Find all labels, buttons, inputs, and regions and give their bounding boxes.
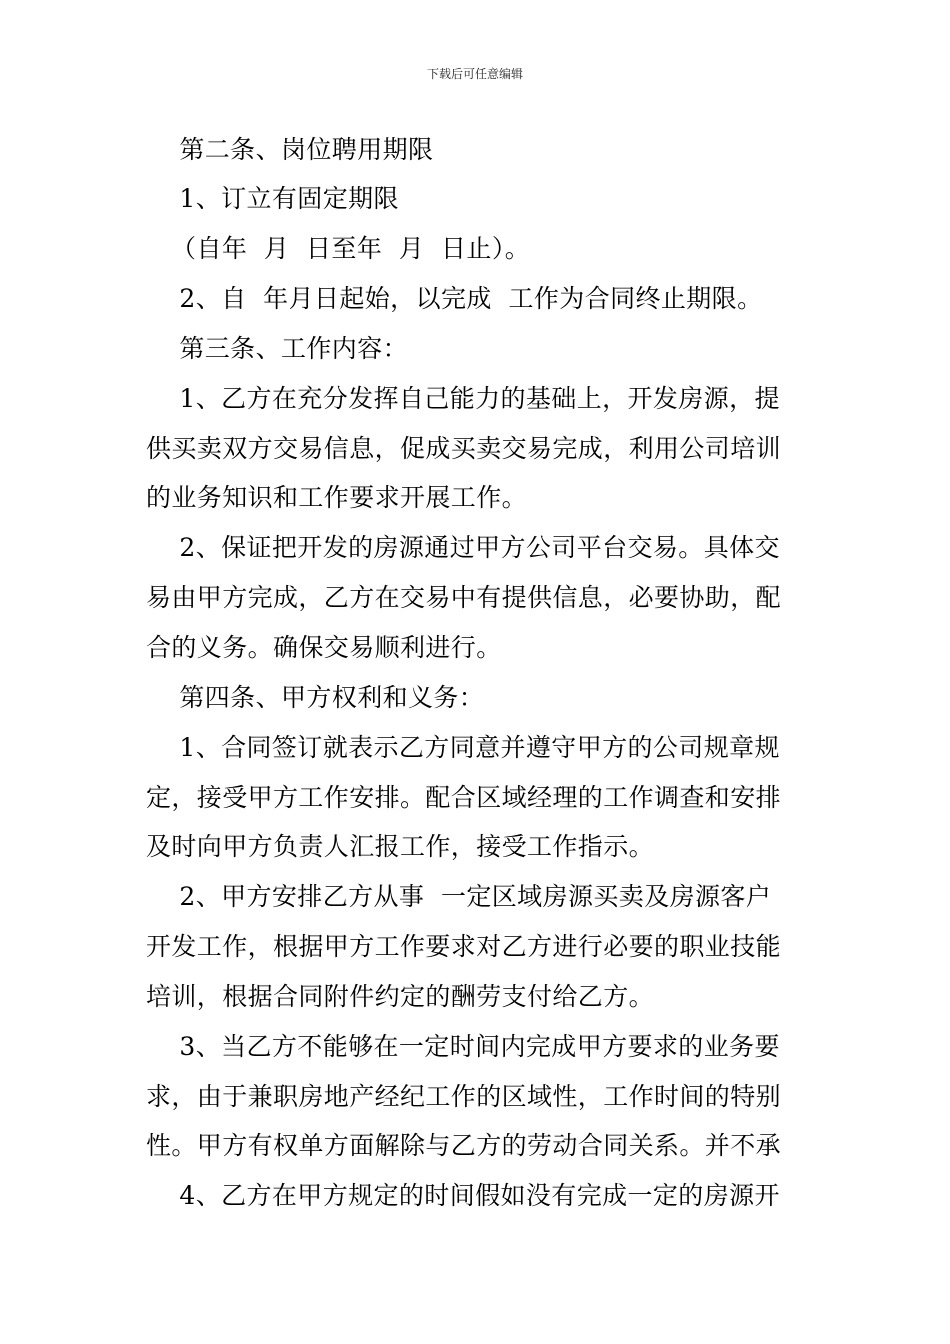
text-line: 2、保证把开发的房源通过甲方公司平台交易。具体交 [146, 533, 780, 562]
text-line: 3、当乙方不能够在一定时间内完成甲方要求的业务要 [146, 1032, 780, 1061]
text-line: 2、自 年月日起始，以完成 工作为合同终止期限。 [146, 284, 763, 313]
text-line: 1、乙方在充分发挥自己能力的基础上，开发房源，提 [146, 384, 780, 413]
text-line: 易由甲方完成，乙方在交易中有提供信息，必要协助，配 [146, 583, 782, 612]
text-line: 的业务知识和工作要求开展工作。 [146, 483, 528, 512]
text-line: 及时向甲方负责人汇报工作，接受工作指示。 [146, 832, 655, 861]
text-line: 开发工作，根据甲方工作要求对乙方进行必要的职业技能 [146, 932, 782, 961]
text-line: 合的义务。确保交易顺利进行。 [146, 633, 502, 662]
text-line: 第二条、岗位聘用期限 [146, 135, 434, 164]
text-line: 1、订立有固定期限 [146, 184, 399, 213]
text-line: 性。甲方有权单方面解除与乙方的劳动合同关系。并不承 [146, 1131, 782, 1160]
text-line: 供买卖双方交易信息，促成买卖交易完成，利用公司培训 [146, 434, 782, 463]
text-line: 求，由于兼职房地产经纪工作的区域性，工作时间的特别 [146, 1082, 782, 1111]
text-line: 定，接受甲方工作安排。配合区域经理的工作调查和安排 [146, 783, 782, 812]
text-line: 4、乙方在甲方规定的时间假如没有完成一定的房源开 [146, 1181, 780, 1210]
text-line: 2、甲方安排乙方从事 一定区域房源买卖及房源客户 [146, 882, 772, 911]
page-header-note: 下载后可任意编辑 [426, 67, 523, 81]
text-line: 第四条、甲方权利和义务： [146, 683, 485, 712]
text-line: （自年 月 日至年 月 日止）。 [146, 234, 531, 263]
text-line: 培训，根据合同附件约定的酬劳支付给乙方。 [146, 982, 655, 1011]
text-line: 1、合同签订就表示乙方同意并遵守甲方的公司规章规 [146, 733, 780, 762]
text-line: 第三条、工作内容： [146, 334, 408, 363]
